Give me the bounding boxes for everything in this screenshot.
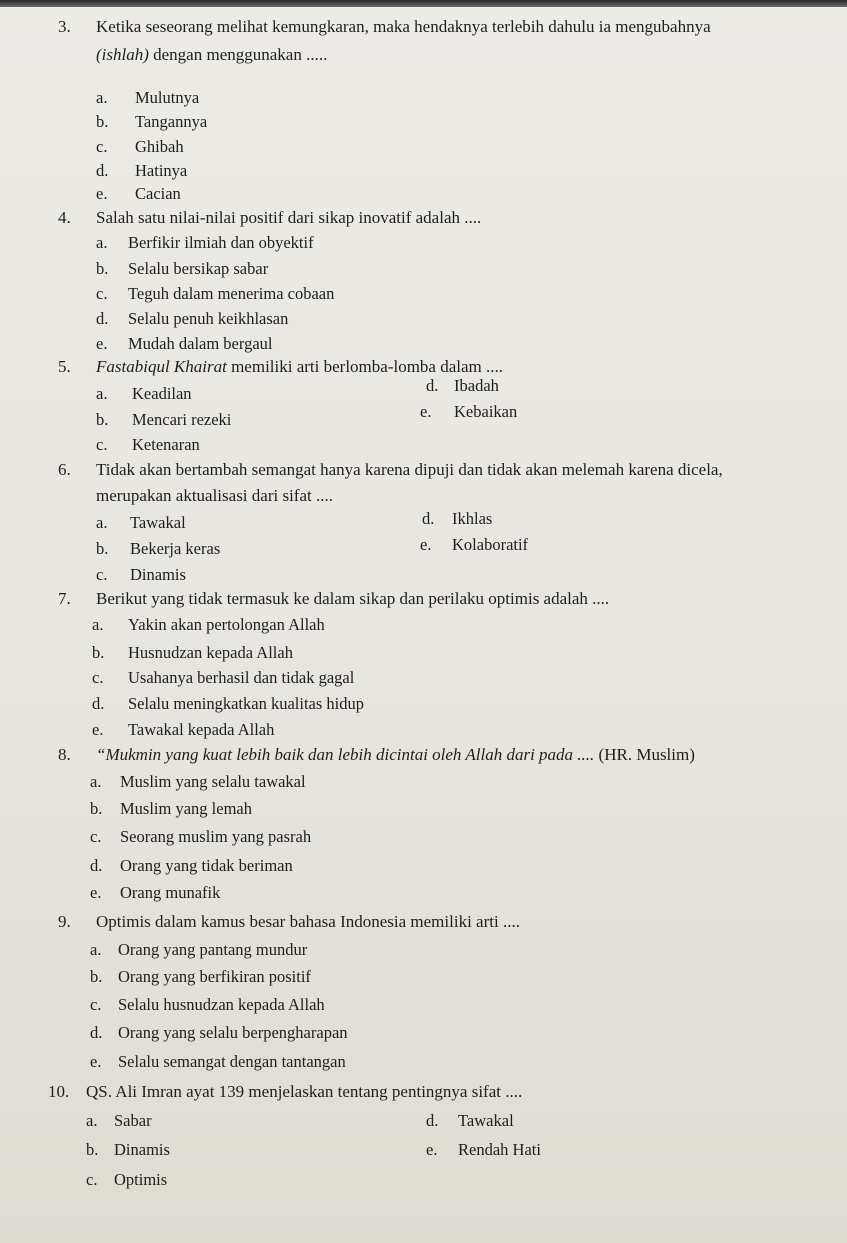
q10-option-a-letter: a. [86,1111,98,1130]
q3-option-d[interactable]: Hatinya [135,161,188,180]
top-shadow-band [0,0,847,7]
q7-option-e[interactable]: Tawakal kepada Allah [128,720,275,739]
q9-option-d-letter: d. [90,1023,103,1042]
q8-text [96,745,695,765]
q3-option-b[interactable]: Tangannya [135,112,208,131]
q9-option-e-letter: e. [90,1052,102,1071]
q10-option-d-letter: d. [426,1111,439,1130]
q5-option-a[interactable]: Keadilan [132,384,192,403]
q6-option-b[interactable]: Bekerja keras [130,539,221,558]
q3-option-e[interactable]: Cacian [135,184,181,203]
q9-option-d[interactable]: Orang yang selalu berpengharapan [118,1023,348,1042]
q5-number: 5. [58,357,71,376]
q8-option-b-letter: b. [90,799,103,818]
q3-option-c-letter: c. [96,137,108,156]
q10-option-c[interactable]: Optimis [114,1170,168,1189]
q6-option-b-letter: b. [96,539,109,558]
q5-option-a-letter: a. [96,384,108,403]
q8-option-a-letter: a. [90,772,102,791]
q3-option-a-letter: a. [96,88,108,107]
q3-option-c[interactable]: Ghibah [135,137,184,156]
q9-option-e[interactable]: Selalu semangat dengan tantangan [118,1052,346,1071]
q6-number: 6. [58,460,71,479]
q6-option-a[interactable]: Tawakal [130,513,186,532]
q8-option-d-letter: d. [90,856,103,875]
q4-option-e[interactable]: Mudah dalam bergaul [128,334,273,353]
q8-option-d[interactable]: Orang yang tidak beriman [120,856,293,875]
q10-number: 10. [48,1082,70,1101]
q7-option-b-letter: b. [92,643,105,662]
q6-option-c-letter: c. [96,565,108,584]
q7-option-c-letter: c. [92,668,104,687]
q3-option-e-letter: e. [96,184,108,203]
q4-option-c-letter: c. [96,284,108,303]
q7-option-b[interactable]: Husnudzan kepada Allah [128,643,293,662]
q8-option-b[interactable]: Muslim yang lemah [120,799,252,818]
q8-option-c[interactable]: Seorang muslim yang pasrah [120,827,312,846]
q9-option-b-letter: b. [90,967,103,986]
q7-number: 7. [58,589,71,608]
q5-text-italic: Fastabiqul Khairat [96,357,227,376]
q4-option-a[interactable]: Berfikir ilmiah dan obyektif [128,233,314,252]
q5-option-b-letter: b. [96,410,109,429]
q7-option-a[interactable]: Yakin akan pertolongan Allah [128,615,325,634]
q4-option-d[interactable]: Selalu penuh keikhlasan [128,309,289,328]
q3-text-italic: (ishlah) [96,45,149,64]
q10-option-d[interactable]: Tawakal [458,1111,514,1130]
q5-text-rest: memiliki arti berlomba-lomba dalam .... [226,357,504,376]
q5-option-e-letter: e. [420,402,432,421]
q5-option-d[interactable]: Ibadah [454,376,499,395]
q7-option-a-letter: a. [92,615,104,634]
q3-text-rest: dengan menggunakan ..... [148,45,328,64]
q4-option-a-letter: a. [96,233,108,252]
q4-number: 4. [58,208,71,227]
q10-text: QS. Ali Imran ayat 139 menjelaskan tentang pentingnya sifat .... [86,1082,523,1101]
q3-option-b-letter: b. [96,112,109,131]
q8-option-e[interactable]: Orang munafik [120,883,221,902]
q9-option-c[interactable]: Selalu husnudzan kepada Allah [118,995,325,1014]
q6-option-a-letter: a. [96,513,108,532]
q9-option-a-letter: a. [90,940,102,959]
q3-text-line2 [96,45,327,65]
q4-text: Salah satu nilai-nilai positif dari sikap inovatif adalah .... [96,208,482,227]
q7-option-d[interactable]: Selalu meningkatkan kualitas hidup [128,694,364,713]
q6-option-d[interactable]: Ikhlas [452,509,493,528]
q10-option-b[interactable]: Dinamis [114,1140,170,1159]
q5-option-e[interactable]: Kebaikan [454,402,518,421]
q6-option-e-letter: e. [420,535,432,554]
q3-text-line1: Ketika seseorang melihat kemungkaran, maka hendaknya terlebih dahulu ia mengubahnya [96,17,711,36]
q9-number: 9. [58,912,71,931]
q5-option-c-letter: c. [96,435,108,454]
q7-option-e-letter: e. [92,720,104,739]
q6-option-c[interactable]: Dinamis [130,565,186,584]
q8-option-a[interactable]: Muslim yang selalu tawakal [120,772,306,791]
q9-option-a[interactable]: Orang yang pantang mundur [118,940,308,959]
q10-option-e-letter: e. [426,1140,438,1159]
q5-text [96,357,503,377]
q4-option-b-letter: b. [96,259,109,278]
q7-option-d-letter: d. [92,694,105,713]
q6-option-d-letter: d. [422,509,435,528]
q4-option-b[interactable]: Selalu bersikap sabar [128,259,269,278]
q4-option-c[interactable]: Teguh dalam menerima cobaan [128,284,335,303]
q7-option-c[interactable]: Usahanya berhasil dan tidak gagal [128,668,355,687]
q8-text-italic: “Mukmin yang kuat lebih baik dan lebih dicintai oleh Allah dari pada .... [96,745,595,764]
q3-option-a[interactable]: Mulutnya [135,88,200,107]
q8-option-e-letter: e. [90,883,102,902]
q6-text-line1: Tidak akan bertambah semangat hanya karena dipuji dan tidak akan melemah karena dicela, [96,460,723,479]
q4-option-e-letter: e. [96,334,108,353]
q9-option-b[interactable]: Orang yang berfikiran positif [118,967,311,986]
q8-text-rest: (HR. Muslim) [594,745,695,764]
q3-number: 3. [58,17,71,36]
q7-text: Berikut yang tidak termasuk ke dalam sikap dan perilaku optimis adalah .... [96,589,610,608]
q5-option-b[interactable]: Mencari rezeki [132,410,232,429]
q3-option-d-letter: d. [96,161,109,180]
q8-option-c-letter: c. [90,827,102,846]
q10-option-b-letter: b. [86,1140,99,1159]
q10-option-a[interactable]: Sabar [114,1111,152,1130]
q9-text: Optimis dalam kamus besar bahasa Indonesia memiliki arti .... [96,912,520,931]
q5-option-c[interactable]: Ketenaran [132,435,200,454]
q6-option-e[interactable]: Kolaboratif [452,535,529,554]
q10-option-e[interactable]: Rendah Hati [458,1140,541,1159]
q8-number: 8. [58,745,71,764]
q5-option-d-letter: d. [426,376,439,395]
q9-option-c-letter: c. [90,995,102,1014]
q6-text-line2: merupakan aktualisasi dari sifat .... [96,486,333,505]
q10-option-c-letter: c. [86,1170,98,1189]
q4-option-d-letter: d. [96,309,109,328]
